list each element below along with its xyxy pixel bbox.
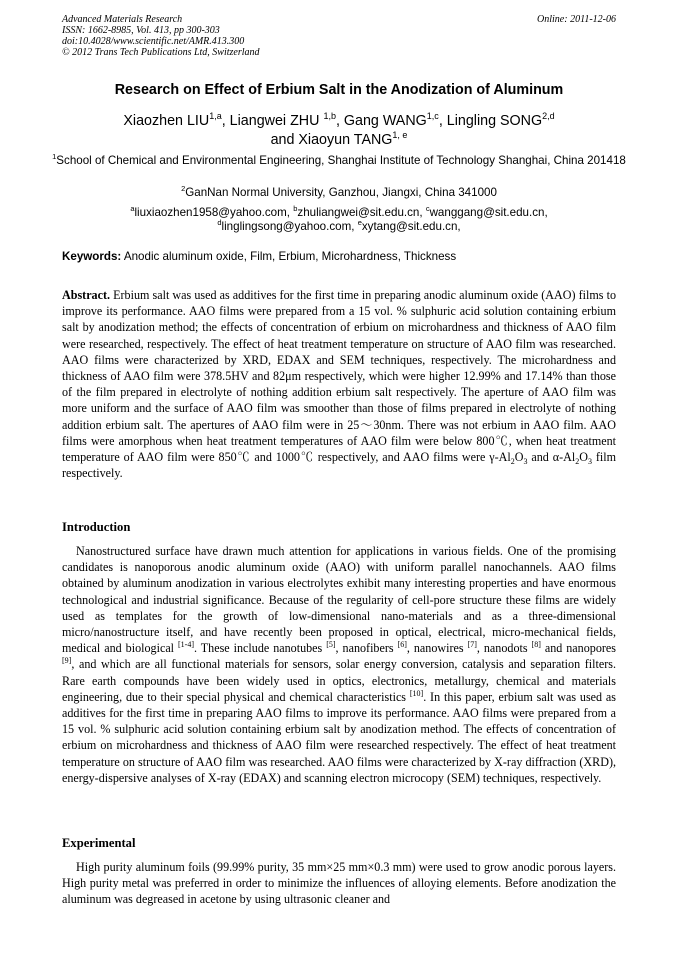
abstract: [62, 287, 616, 481]
author-superscript: 1,a: [209, 111, 222, 121]
author-superscript: 2,d: [542, 111, 555, 121]
citation: [8]: [531, 640, 541, 650]
author-name: , Lingling SONG: [438, 113, 543, 129]
author-superscript: 1,c: [426, 111, 439, 121]
experimental-paragraph: High purity aluminum foils (99.99% purity, 35 mm×25 mm×0.3 mm) were used to grow anodic porous layers. High purity metal was preferred in order to minimize the influences of alloying elements. Before anodization the aluminum was degreased in acetone by using ultrasonic cleaner and: [62, 860, 616, 907]
author-name: and Xiaoyun TANG: [270, 132, 393, 148]
email-list: [40, 206, 638, 234]
online-date: Online: 2011-12-06: [537, 14, 616, 25]
affiliation-2: [40, 186, 638, 200]
abstract-text: O: [514, 450, 524, 465]
affiliation-number: 2: [181, 184, 186, 193]
affiliation-text: School of Chemical and Environmental Engineering, Shanghai Institute of Technology Shanghai, China 201418: [56, 154, 626, 167]
author-name: , Liangwei ZHU: [221, 113, 324, 129]
email-superscript: d: [217, 218, 222, 227]
author-superscript: 1,b: [323, 111, 336, 121]
citation: [7]: [467, 640, 477, 650]
paragraph-text: . In this paper, erbium salt was used as additives for the first time in preparing AAO films to improve its performance. AAO films were prepared from a 15 vol. % sulphuric acid solution containing erbium salt by anodization method. The effects of concentration of erbium on microhardness and thickness of AAO film were researched respectively. The effect of heat treatment temperature on structure of AAO film was researched. AAO films were characterized by X-ray diffraction (XRD), energy-dispersive analyses of X-ray (EDAX) and scanning electron microcopy (SEM) techniques, respectively.: [62, 689, 616, 785]
abstract-text: film respectively.: [62, 450, 616, 481]
paragraph-text: Nanostructured surface have drawn much attention for applications in various fields. One of the promising candidates is nanoporous anodic aluminum oxide (AAO) with uniform parallel nanochannels. AAO films obtained by aluminum anodization in various electrolytes exhibit many interesting properties and have enormous technological and industrial significance. Because of the regularity of cell-pore structure these films are widely used as templates for the growth of low-dimensional nano-materials and as a three-dimensional micro/nanostructure itself, and have recently been proposed in optical, electrical, micro-mechanical fields, medical and biological: [62, 544, 616, 656]
paragraph-text: , nanofibers: [335, 641, 398, 656]
abstract-label: Abstract.: [62, 288, 111, 302]
author-superscript: 1, e: [392, 130, 408, 140]
section-heading-experimental: Experimental: [62, 836, 136, 850]
paragraph-text: , nanodots: [476, 641, 532, 656]
subscript: 2: [575, 457, 580, 467]
citation: [9]: [62, 656, 72, 666]
citation: [1-4]: [178, 640, 195, 650]
subscript: 2: [510, 457, 515, 467]
abstract-text: Erbium salt was used as additives for the first time in preparing anodic aluminum oxide (AAO) films to improve its performance. AAO films were prepared from a 15 vol. % sulphuric acid solution containing erbium salt by anodization method; the effects of concentration of erbium on microhardness and thickness of AAO film were researched, respectively. The effect of heat treatment temperature on structure of AAO film was researched. AAO films were characterized by XRD, EDAX and SEM techniques, respectively. The microhardness and thickness of AAO film were 378.5HV and 82μm respectively, which were higher 12.99% and 17.14% than those of the film prepared in electrolyte of nothing addition erbium salt respectively. The aperture of AAO film was more uniform and the surface of AAO film was smoother than those of films prepared in electrolyte of nothing addition erbium salt. The apertures of AAO film were in 25～30nm. There was not erbium in AAO film. AAO films were amorphous when heat treatment temperatures of AAO film were below 800℃, when heat treatment temperature of AAO film were 850℃ and 1000℃ respectively, and AAO films were γ-Al: [62, 288, 616, 465]
email-address: linglingsong@yahoo.com,: [221, 220, 358, 233]
email-superscript: e: [357, 218, 362, 227]
citation: [6]: [397, 640, 407, 650]
paragraph-text: , nanowires: [406, 641, 468, 656]
email-address: wanggang@sit.edu.cn,: [429, 206, 548, 219]
email-superscript: a: [130, 204, 135, 213]
email-address: xytang@sit.edu.cn,: [361, 220, 461, 233]
paragraph-text: and nanopores: [540, 641, 616, 656]
author-list: [40, 112, 638, 150]
subscript: 3: [523, 457, 528, 467]
paragraph-text: . These include nanotubes: [194, 641, 327, 656]
email-address: liuxiaozhen1958@yahoo.com,: [134, 206, 294, 219]
abstract-text: and α-Al: [527, 450, 576, 465]
keywords: [62, 250, 617, 264]
affiliation-text: GanNan Normal University, Ganzhou, Jiangxi, China 341000: [185, 186, 497, 199]
abstract-text: O: [579, 450, 588, 465]
paper-title: Research on Effect of Erbium Salt in the Anodization of Aluminum: [114, 82, 564, 98]
email-address: zhuliangwei@sit.edu.cn,: [297, 206, 426, 219]
email-superscript: b: [293, 204, 298, 213]
paragraph-text: , and which are all functional materials for sensors, solar energy conversion, catalysis and separation filters. Rare earth compounds have been widely used in optics, electronics, metallurgy, chemical and materials engineering, due to their special physical and chemical characteristics: [62, 657, 616, 704]
keywords-text: Anodic aluminum oxide, Film, Erbium, Microhardness, Thickness: [121, 250, 457, 263]
journal-header: [62, 14, 260, 58]
journal-name: Advanced Materials Research: [62, 14, 183, 25]
author-name: Xiaozhen LIU: [123, 113, 210, 129]
copyright-line: © 2012 Trans Tech Publications Ltd, Switzerland: [62, 47, 260, 58]
affiliation-1: [40, 154, 638, 168]
subscript: 3: [587, 457, 592, 467]
issn-line: ISSN: 1662-8985, Vol. 413, pp 300-303: [62, 25, 220, 36]
introduction-paragraph: [62, 543, 616, 786]
doi-line: doi:10.4028/www.scientific.net/AMR.413.300: [62, 36, 245, 47]
affiliation-number: 1: [52, 152, 57, 161]
section-heading-introduction: Introduction: [62, 520, 131, 534]
author-name: , Gang WANG: [335, 113, 427, 129]
citation: [10]: [409, 688, 424, 698]
citation: [5]: [326, 640, 336, 650]
keywords-label: Keywords:: [62, 250, 122, 263]
email-superscript: c: [425, 204, 430, 213]
